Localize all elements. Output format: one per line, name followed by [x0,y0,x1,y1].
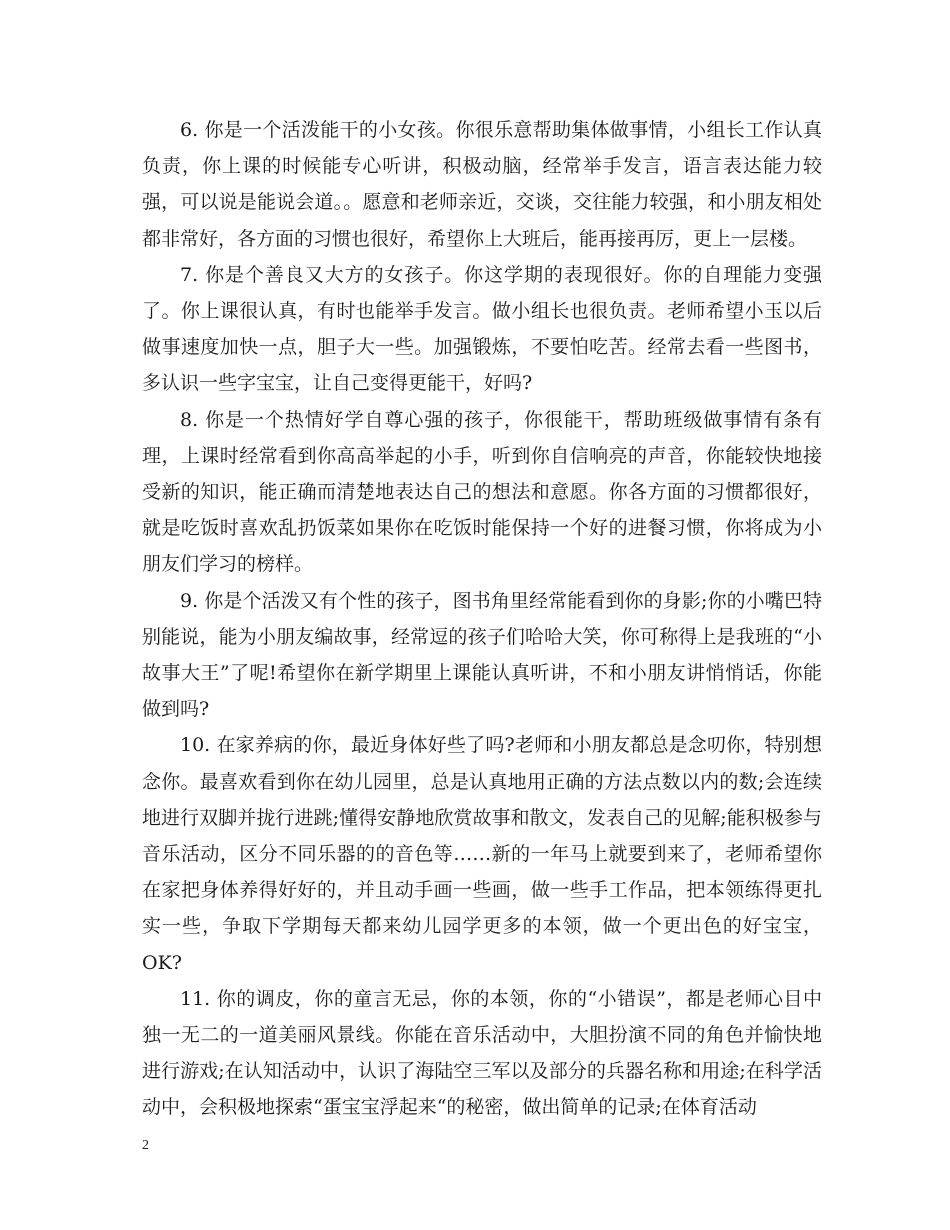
paragraph-11: 11. 你的调皮，你的童言无忌，你的本领，你的“小错误”，都是老师心目中独一无二的一道美丽风景线。你能在音乐活动中，大胆扮演不同的角色并愉快地进行游戏;在认知活动中，认识了海陆空三军以及部分的兵器名称和用途;在科学活动中，会积极地探索“蛋宝宝浮起来“的秘密，做出简单的记录;在体育活动 [142,987,822,1119]
paragraph-6: 6. 你是一个活泼能干的小女孩。你很乐意帮助集体做事情，小组长工作认真负责，你上课的时候能专心听讲，积极动脑，经常举手发言，语言表达能力较强，可以说是能说会道。。愿意和老师亲近，交谈，交往能力较强，和小朋友相处都非常好，各方面的习惯也很好，希望你上大班后，能再接再厉，更上一层楼。 [142,119,822,250]
document-body [142,112,822,1126]
paragraph-7: 7. 你是个善良又大方的女孩子。你这学期的表现很好。你的自理能力变强了。你上课很认真，有时也能举手发言。做小组长也很负责。老师希望小玉以后做事速度加快一点，胆子大一些。加强锻炼，不要怕吃苦。经常去看一些图书，多认识一些字宝宝，让自己变得更能干，好吗? [142,263,822,395]
paragraph-9: 9. 你是个活泼又有个性的孩子，图书角里经常能看到你的身影;你的小嘴巴特别能说，能为小朋友编故事，经常逗的孩子们哈哈大笑，你可称得上是我班的“小故事大王”了呢!希望你在新学期里上课能认真听讲，不和小朋友讲悄悄话，你能做到吗? [142,589,822,721]
paragraph-8: 8. 你是一个热情好学自尊心强的孩子，你很能干，帮助班级做事情有条有理，上课时经常看到你高高举起的小手，听到你自信响亮的声音，你能较快地接受新的知识，能正确而清楚地表达自己的想法和意愿。你各方面的习惯都很好，就是吃饭时喜欢乱扔饭菜如果你在吃饭时能保持一个好的进餐习惯，你将成为小朋友们学习的榜样。 [142,408,822,576]
paragraph-10: 10. 在家养病的你，最近身体好些了吗?老师和小朋友都总是念叨你，特别想念你。最喜欢看到你在幼儿园里，总是认真地用正确的方法点数以内的数;会连续地进行双脚并拢行进跳;懂得安静地欣赏故事和散文，发表自己的见解;能积极参与音乐活动，区分不同乐器的的音色等……新的一年马上就要到来了，老师希望你在家把身体养得好好的，并且动手画一些画，做一些手工作品，把本领练得更扎实一些，争取下学期每天都来幼儿园学更多的本领，做一个更出色的好宝宝，OK? [142,734,822,974]
page-number: 2 [142,1138,149,1153]
